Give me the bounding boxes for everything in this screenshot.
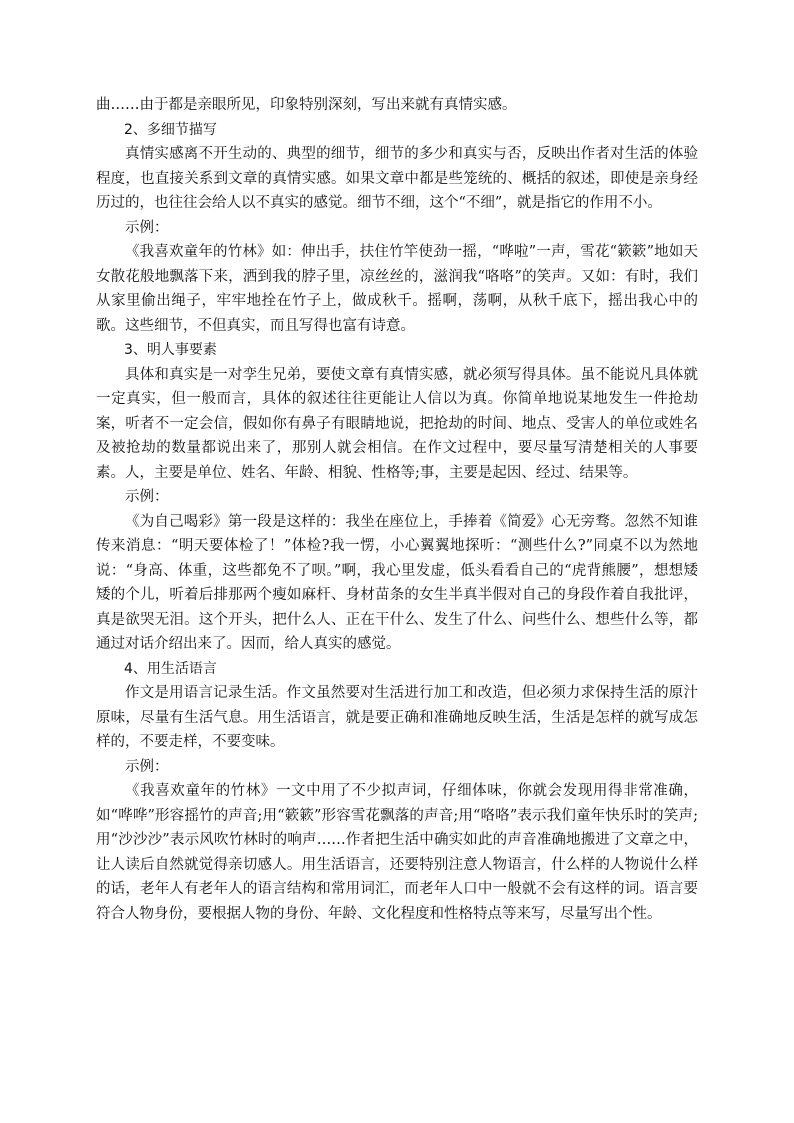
example-paragraph: 《我喜欢童年的竹林》如：伸出手，扶住竹竿使劲一摇，“哗啦”一声，雪花“簌簌”地如天女散花般地飘落下来，洒到我的脖子里，凉丝丝的，滋润我“咯咯”的笑声。又如：有时，我们从家里偷出绳子，牢牢地拴在竹子上，做成秋千。摇啊，荡啊，从秋千底下，摇出我心中的歌。这些细节，不但真实，而且写得也富有诗意。 xyxy=(96,244,698,334)
example-label: 示例： xyxy=(125,219,169,236)
section-heading-2: 2、多细节描写 xyxy=(124,121,217,138)
example-paragraph: 《为自己喝彩》第一段是这样的：我坐在座位上，手捧着《简爱》心无旁骛。忽然不知谁传来消息：“明天要体检了！”体检?我一愣，小心翼翼地探听：“测些什么?”同桌不以为然地说：“身高、体重，这些都免不了呗。”啊，我心里发虚，低头看看自己的“虎背熊腰”，想想矮矮的个儿，听着后排那两个瘦如麻杆、身材苗条的女生半真半假对自己的身段作着自我批评，真是欲哭无泪。这个开头，把什么人、正在干什么、发生了什么、问些什么、想些什么等，都通过对话介绍出来了。因而，给人真实的感觉。 xyxy=(96,513,698,652)
example-paragraph: 《我喜欢童年的竹林》一文中用了不少拟声词，仔细体味，你就会发现用得非常准确，如“哗哗”形容摇竹的声音;用“簌簌”形容雪花飘落的声音;用“咯咯”表示我们童年快乐时的笑声;用“沙沙沙”表示风吹竹林时的响声……作者把生活中确实如此的声音准确地搬进了文章之中，让人读后自然就觉得亲切感人。用生活语言，还要特别注意人物语言，什么样的人物说什么样的话，老年人有老年人的语言结构和常用词汇，而老年人口中一般就不会有这样的词。语言要符合人物身份，要根据人物的身份、年龄、文化程度和性格特点等来写，尽量写出个性。 xyxy=(96,783,698,922)
section-heading-4: 4、用生活语言 xyxy=(124,660,217,677)
example-label: 示例： xyxy=(125,758,169,775)
paragraph: 真情实感离不开生动的、典型的细节，细节的多少和真实与否，反映出作者对生活的体验程度，也直接关系到文章的真情实感。如果文章中都是些笼统的、概括的叙述，即使是亲身经历过的，也往往会给人以不真实的感觉。细节不细，这个“不细”，就是指它的作用不小。 xyxy=(96,146,698,211)
paragraph-continued: 曲……由于都是亲眼所见，印象特别深刻，写出来就有真情实感。 xyxy=(96,97,517,113)
section-heading-3: 3、明人事要素 xyxy=(124,342,217,358)
document-page xyxy=(96,93,698,926)
paragraph: 具体和真实是一对孪生兄弟，要使文章有真情实感，就必须写得具体。虽不能说凡具体就一定真实，但一般而言，具体的叙述往往更能让人信以为真。你简单地说某地发生一件抢劫案，听者不一定会信，假如你有鼻子有眼睛地说，把抢劫的时间、地点、受害人的单位或姓名及被抢劫的数量都说出来了，那别人就会相信。在作文过程中，要尽量写清楚相关的人事要素。人，主要是单位、姓名、年龄、相貌、性格等;事，主要是起因、经过、结果等。 xyxy=(96,366,698,481)
paragraph: 作文是用语言记录生活。作文虽然要对生活进行加工和改造，但必须力求保持生活的原汁原味，尽量有生活气息。用生活语言，就是要正确和准确地反映生活，生活是怎样的就写成怎样的，不要走样，不要变味。 xyxy=(96,685,698,750)
example-label: 示例： xyxy=(125,489,169,505)
